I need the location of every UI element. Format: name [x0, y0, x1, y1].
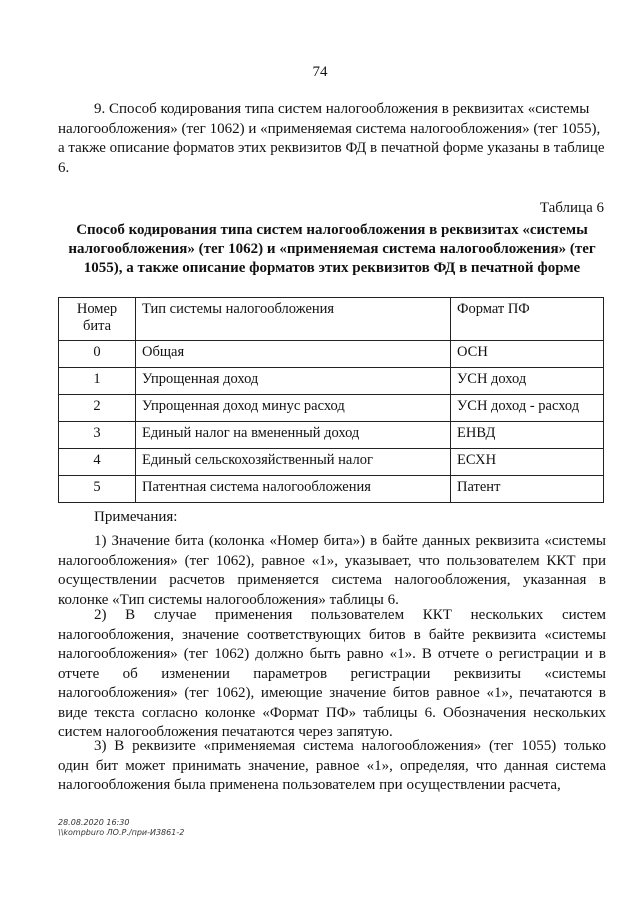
- footer-timestamp: 28.08.2020 16:30: [58, 818, 130, 827]
- table-label: Таблица 6: [539, 200, 604, 216]
- cell-bit: 0: [59, 341, 136, 368]
- cell-bit: 3: [59, 422, 136, 449]
- cell-bit: 5: [59, 476, 136, 503]
- cell-type: Патентная система налогообложения: [136, 476, 451, 503]
- header-print-format: Формат ПФ: [451, 298, 604, 341]
- cell-format: ОСН: [451, 341, 604, 368]
- note-2: 2) В случае применения пользователем ККТ нескольких систем налогообложения, значение соответствующих битов в байте реквизита «системы налогообложения» (тег 1062) должно быть равно «1». В отчете о регистрации и в отчете об изменении параметров регистрации реквизиты «системы налогообложения» (тег 1062), имеющие значение битов равное «1», печатаются в виде текста согласно колонке «Формат ПФ» таблицы 6. Обозначения нескольких систем налогообложения печатаются через запятую.: [58, 607, 606, 740]
- cell-format: ЕНВД: [451, 422, 604, 449]
- cell-format: УСН доход: [451, 368, 604, 395]
- note-3: 3) В реквизите «применяемая система налогообложения» (тег 1055) только один бит может принимать значение, равное «1», определяя, что данная система налогообложения была применена пользователем при осуществлении расчета,: [58, 738, 606, 793]
- table-row: [59, 341, 604, 368]
- cell-type: Общая: [136, 341, 451, 368]
- table-row: [59, 422, 604, 449]
- notes-heading: Примечания:: [94, 509, 178, 525]
- table-row: [59, 449, 604, 476]
- intro-paragraph: 9. Способ кодирования типа систем налогообложения в реквизитах «системы налогообложения» (тег 1062) и «применяемая система налогообложения» (тег 1055), а также описание форматов этих реквизитов ФД в печатной форме указаны в таблице 6.: [58, 101, 605, 176]
- print-footer: [58, 818, 184, 838]
- cell-type: Единый налог на вмененный доход: [136, 422, 451, 449]
- table-row: [59, 476, 604, 503]
- cell-bit: 2: [59, 395, 136, 422]
- table-title: Способ кодирования типа систем налогообложения в реквизитах «системы налогообложения» (тег 1062) и «применяемая система налогообложения» (тег 1055), а также описание форматов этих реквизитов ФД в печатной форме: [68, 222, 596, 276]
- table-row: [59, 395, 604, 422]
- table-header-row: [59, 298, 604, 341]
- tax-system-table: [58, 297, 604, 503]
- cell-format: Патент: [451, 476, 604, 503]
- cell-type: Упрощенная доход: [136, 368, 451, 395]
- note-1: 1) Значение бита (колонка «Номер бита») в байте данных реквизита «системы налогообложения» (тег 1062), равное «1», указывает, что пользователем ККТ при осуществлении расчетов применяется система налогообложения, указанная в колонке «Тип системы налогообложения» таблицы 6.: [58, 533, 606, 608]
- cell-type: Упрощенная доход минус расход: [136, 395, 451, 422]
- cell-format: ЕСХН: [451, 449, 604, 476]
- cell-type: Единый сельскохозяйственный налог: [136, 449, 451, 476]
- cell-bit: 4: [59, 449, 136, 476]
- footer-file-path: \\kompburo ЛО.Р./при-И3861-2: [58, 828, 185, 837]
- cell-bit: 1: [59, 368, 136, 395]
- header-tax-system-type: Тип системы налогообложения: [136, 298, 451, 341]
- cell-format: УСН доход - расход: [451, 395, 604, 422]
- table-row: [59, 368, 604, 395]
- page-number: 74: [312, 64, 328, 80]
- header-bit-number: Номер бита: [59, 298, 136, 341]
